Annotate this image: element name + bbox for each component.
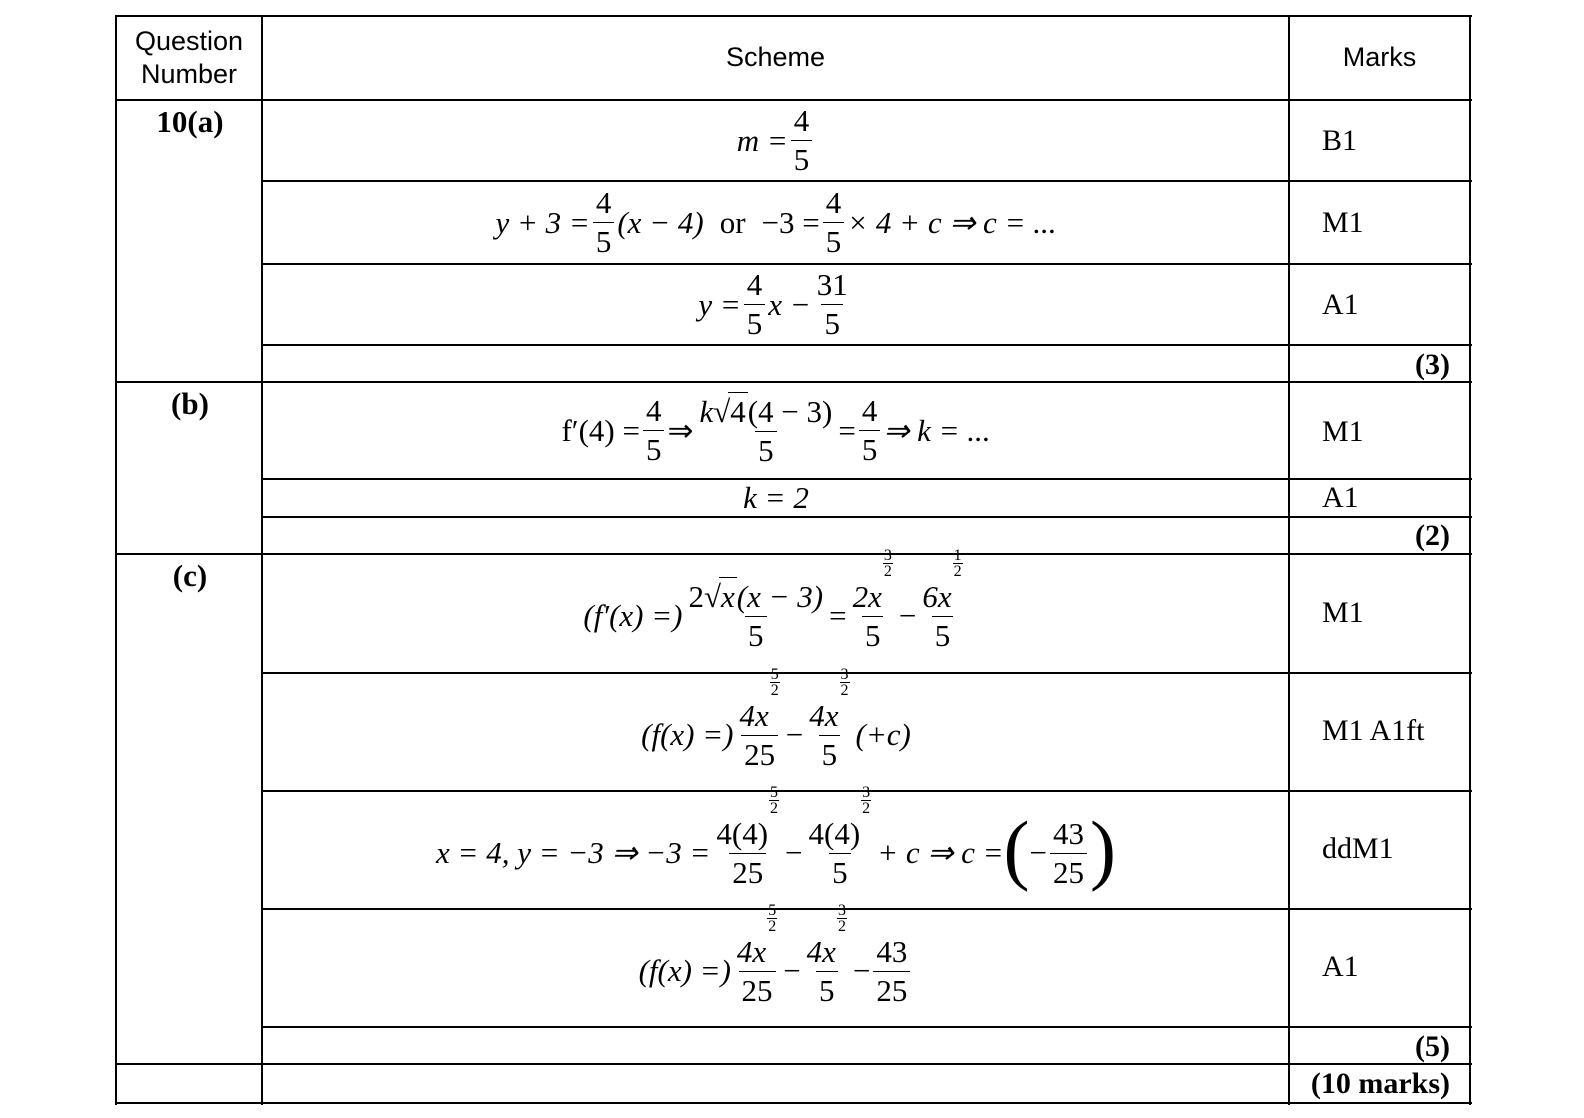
- mark-a3: A1: [1322, 288, 1359, 321]
- denominator: 25: [739, 971, 776, 1010]
- denominator: 5: [829, 853, 851, 892]
- grid-line: [1469, 15, 1471, 1105]
- eq-text: × 4 + c ⇒ c = ...: [847, 204, 1057, 240]
- scheme-c4: [264, 901, 1288, 1026]
- eq-text: −3 =: [761, 204, 820, 240]
- fraction: [593, 184, 615, 261]
- numerator: k√4(4 − 3): [699, 393, 833, 429]
- eq-text: =: [838, 412, 856, 448]
- eq-text: (x − 4): [617, 204, 704, 240]
- exponent: [837, 903, 847, 934]
- grid-line: [1288, 15, 1290, 1105]
- header-question-number: [117, 25, 261, 91]
- radicand: 4: [730, 393, 746, 429]
- fraction: [850, 546, 896, 655]
- eq-text: 4(4): [716, 815, 769, 851]
- numerator: 31: [816, 267, 848, 302]
- mark-b1: M1: [1322, 415, 1364, 448]
- numerator: 2√x(x − 3): [688, 579, 824, 614]
- denominator: 25: [729, 853, 766, 892]
- header-scheme: Scheme: [725, 42, 826, 72]
- header-question-line2: Number: [140, 59, 238, 89]
- scheme-c2: [264, 665, 1288, 790]
- eq-text: f′(4) =: [561, 412, 640, 448]
- eq-text: −: [785, 717, 804, 752]
- exponent-den: 2: [862, 799, 871, 817]
- eq-text: x −: [768, 286, 811, 322]
- exponent-den: 2: [770, 799, 779, 817]
- eq-text: x = 4, y = −3 ⇒ −3 =: [436, 835, 711, 870]
- eq-text: 4x: [806, 933, 836, 969]
- denominator: 5: [744, 304, 766, 343]
- fraction: [686, 577, 827, 655]
- numerator: [737, 665, 783, 735]
- eq-text: 2: [688, 579, 704, 614]
- numerator: 43: [876, 933, 908, 969]
- numerator: [806, 783, 875, 853]
- denominator: 5: [643, 430, 665, 469]
- exponent-num: 3: [883, 546, 892, 564]
- eq-text: 4(4): [808, 815, 861, 851]
- denominator: 5: [745, 616, 767, 655]
- exponent: [769, 785, 779, 816]
- denominator: 5: [755, 431, 777, 470]
- exponent-den: 2: [840, 681, 849, 699]
- exponent-den: 2: [953, 562, 962, 580]
- denominator: 5: [593, 222, 615, 261]
- mark-b2: A1: [1322, 481, 1359, 514]
- denominator: 5: [816, 971, 838, 1010]
- eq-text: 4x: [736, 933, 767, 969]
- grid-line: [115, 15, 1472, 17]
- exponent-num: 5: [768, 901, 777, 919]
- scheme-a3: [264, 265, 1288, 344]
- fraction: [806, 665, 852, 774]
- exponent-num: 3: [840, 665, 849, 683]
- scheme-b1: [264, 383, 1288, 478]
- eq-text: ⇒ k = ...: [883, 412, 991, 448]
- exponent-num: 3: [862, 783, 871, 801]
- numerator: 4: [595, 185, 612, 220]
- header-question-line1: Question: [134, 26, 244, 56]
- eq-text: m =: [736, 122, 788, 158]
- grid-line: [262, 672, 1472, 674]
- eq-text: (f(x) =): [641, 717, 734, 752]
- eq-var: k: [699, 393, 714, 429]
- exponent: [953, 548, 963, 579]
- fraction: [919, 546, 965, 655]
- eq-text: (+c): [855, 717, 911, 752]
- scheme-a2: [264, 182, 1288, 263]
- part-label-a: 10(a): [156, 104, 224, 139]
- numerator: [734, 901, 780, 971]
- numerator: 4: [746, 267, 763, 302]
- scheme-c1: [264, 546, 1288, 672]
- part-label-c: (c): [172, 558, 208, 593]
- denominator: 5: [821, 304, 843, 343]
- eq-text: (x − 3): [736, 579, 824, 614]
- grid-line: [262, 908, 1472, 910]
- fraction: [814, 266, 851, 343]
- eq-text: 6x: [922, 578, 952, 614]
- exponent-den: 2: [768, 917, 777, 935]
- grid-line: [262, 1026, 1472, 1028]
- scheme-a1: [264, 101, 1288, 180]
- fraction: [643, 392, 665, 469]
- numerator: 4: [645, 393, 662, 428]
- numerator: 4: [793, 103, 810, 138]
- numerator: [919, 546, 965, 616]
- subtotal-b: (2): [1415, 519, 1450, 552]
- part-label-b: (b): [171, 386, 209, 421]
- exponent-den: 2: [837, 917, 846, 935]
- numerator: [713, 783, 782, 853]
- eq-text: or: [719, 204, 746, 240]
- eq-text: −: [898, 598, 917, 633]
- mark-a2: M1: [1322, 206, 1364, 239]
- eq-text: 2x: [852, 578, 882, 614]
- eq-text: −: [852, 953, 871, 988]
- fraction: [737, 665, 783, 774]
- fraction: [873, 933, 910, 1010]
- mark-c3: ddM1: [1322, 832, 1394, 865]
- numerator: [806, 665, 852, 735]
- eq-text: + c ⇒ c =: [877, 835, 1004, 870]
- eq-text: (4 − 3): [747, 393, 833, 429]
- eq-text: y + 3 =: [495, 204, 590, 240]
- grid-line: [262, 516, 1472, 518]
- fraction: [823, 184, 845, 261]
- eq-text: (f(x) =): [638, 953, 731, 988]
- eq-text: 4x: [739, 697, 769, 733]
- grand-total: (10 marks): [1310, 1067, 1450, 1100]
- eq-text: =: [829, 598, 847, 633]
- denominator: 5: [859, 430, 881, 469]
- scheme-c3: [264, 783, 1288, 908]
- numerator: 4: [825, 185, 842, 220]
- fraction: [1050, 815, 1087, 892]
- denominator: 5: [862, 616, 884, 655]
- grid-line: [115, 1102, 1472, 1104]
- exponent: [767, 903, 777, 934]
- radicand: x: [721, 579, 735, 614]
- header-marks: Marks: [1342, 42, 1417, 72]
- mark-c1: M1: [1322, 596, 1364, 629]
- fraction: [804, 901, 850, 1010]
- exponent-num: 5: [770, 665, 779, 683]
- denominator: 25: [873, 971, 910, 1010]
- exponent: [883, 548, 893, 579]
- exponent: [770, 667, 780, 698]
- fraction: [859, 392, 881, 469]
- exponent-den: 2: [770, 681, 779, 699]
- exponent-num: 3: [837, 901, 846, 919]
- exponent-num: 1: [953, 546, 962, 564]
- exponent-num: 5: [770, 783, 779, 801]
- eq-text: ⇒: [667, 412, 694, 448]
- fraction: [791, 102, 813, 179]
- subtotal-c: (5): [1415, 1030, 1450, 1063]
- exponent-den: 2: [883, 562, 892, 580]
- close-paren: ): [1089, 805, 1116, 892]
- eq-text: −: [783, 953, 801, 988]
- denominator: 5: [791, 140, 813, 179]
- numerator: 43: [1052, 815, 1084, 851]
- fraction: [806, 783, 875, 892]
- eq-text: −: [785, 835, 803, 870]
- scheme-b2: [264, 480, 1288, 516]
- mark-c4: A1: [1322, 950, 1359, 983]
- mark-a1: B1: [1322, 124, 1358, 157]
- mark-c2: M1 A1ft: [1322, 714, 1425, 747]
- grid-line: [262, 344, 1472, 346]
- eq-text: y =: [698, 286, 741, 322]
- eq-text: (f′(x) =): [583, 598, 683, 633]
- numerator: [804, 901, 850, 971]
- denominator: 25: [741, 735, 778, 774]
- denominator: 5: [932, 616, 954, 655]
- eq-text: 4x: [809, 697, 839, 733]
- fraction: [734, 901, 780, 1010]
- denominator: 25: [1050, 853, 1087, 892]
- exponent: [861, 785, 871, 816]
- fraction: [713, 783, 782, 892]
- grid-line: [115, 553, 1472, 555]
- open-paren: (: [1003, 805, 1030, 892]
- denominator: 5: [823, 222, 845, 261]
- eq-text: −: [1029, 835, 1047, 870]
- fraction: [744, 266, 766, 343]
- exponent: [840, 667, 850, 698]
- numerator: [850, 546, 896, 616]
- subtotal-a: (3): [1415, 348, 1450, 381]
- fraction: [696, 392, 835, 470]
- grid-line: [115, 1063, 1472, 1065]
- eq-text: k = 2: [743, 480, 809, 515]
- denominator: 5: [819, 735, 841, 774]
- numerator: 4: [861, 393, 878, 428]
